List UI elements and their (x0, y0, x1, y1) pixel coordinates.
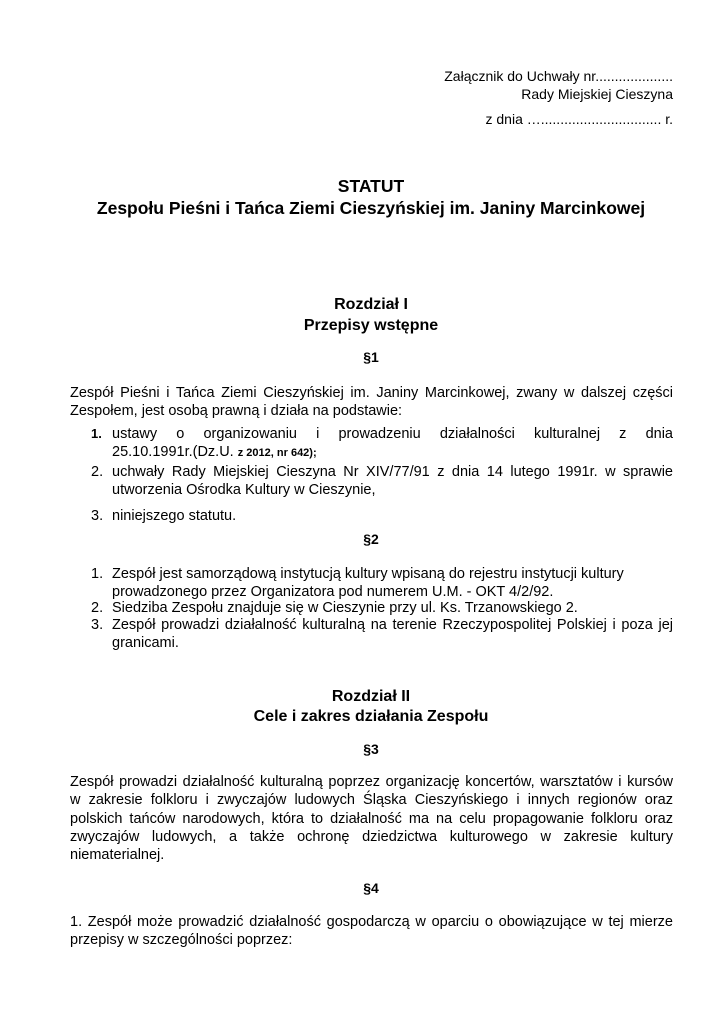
par1-item2-number: 2. (91, 464, 104, 480)
chapter2-subheading: Cele i zakres działania Zespołu (253, 708, 489, 725)
par3-line5: niematerialnej. (70, 847, 165, 864)
par3-line1: Zespół prowadzi działalność kulturalną poprzez organizację koncertów, warsztatów i kursów (70, 774, 673, 790)
par1-item1-line2-text: 25.10.1991r.(Dz.U. (112, 444, 234, 461)
par4-line2: przepisy w szczególności poprzez: (70, 932, 293, 949)
par1-item3-number: 3. (91, 508, 104, 524)
par1-item2-line1: uchwały Rady Miejskiej Cieszyna Nr XIV/77/91 z dnia 14 lutego 1991r. w sprawie (112, 464, 673, 480)
header-council-line: Rady Miejskiej Cieszyna (521, 86, 673, 102)
par2-item3-number: 3. (91, 617, 104, 633)
par4-symbol: §4 (363, 880, 379, 896)
par3-line2: w zakresie folkloru i zwyczajów ludowych Śląska Cieszyńskiego i innych regionów oraz (70, 792, 673, 809)
par3-line4: zwyczajów ludowych, a także ochronę dziedzictwa kulturowego w zakresie kultury (70, 828, 673, 845)
par1-item1-line1: ustawy o organizowaniu i prowadzeniu działalności kulturalnej z dnia (112, 426, 673, 442)
header-block (273, 67, 673, 128)
header-date-line: z dnia …............................... r. (485, 111, 673, 127)
par2-item3 (112, 616, 673, 653)
par1-symbol: §1 (363, 349, 379, 365)
par2-item2-line1: Siedziba Zespołu znajduje się w Cieszynie przy ul. Ks. Trzanowskiego 2. (112, 600, 578, 616)
chapter2-heading: Rozdział II (331, 688, 411, 705)
par2-symbol: §2 (363, 531, 379, 547)
header-annex-line: Załącznik do Uchwały nr.................... (444, 68, 673, 84)
par4-line1: 1. Zespół może prowadzić działalność gospodarczą w oparciu o obowiązujące w tej mierze (70, 914, 673, 930)
par1-item2-line2: utworzenia Ośrodka Kultury w Cieszynie, (112, 482, 376, 499)
par1-item3-line1: niniejszego statutu. (112, 508, 237, 524)
par1-item1-line2 (112, 443, 673, 462)
par1-item1-number: 1. (91, 426, 102, 441)
par1-intro-line2: Zespołem, jest osobą prawną i działa na podstawie: (70, 403, 403, 420)
par1-intro-line1: Zespół Pieśni i Tańca Ziemi Cieszyńskiej im. Janiny Marcinkowej, zwany w dalszej części (70, 385, 673, 401)
par2-item3-line2: granicami. (112, 635, 179, 652)
par3-symbol: §3 (363, 741, 379, 757)
par3-text (70, 773, 673, 864)
par3-line3: polskich tańców narodowych, która to działalność ma na celu propagowanie folkloru oraz (70, 810, 673, 827)
par1-item2 (112, 463, 673, 500)
title-statut: STATUT (337, 176, 405, 196)
title-name: Zespołu Pieśni i Tańca Ziemi Cieszyńskiej im. Janiny Marcinkowej (96, 198, 646, 218)
chapter1-subheading: Przepisy wstępne (303, 317, 439, 334)
par1-intro (70, 384, 673, 421)
par1-item1 (112, 425, 673, 463)
par2-item1-line1: Zespół jest samorządową instytucją kultury wpisaną do rejestru instytucji kultury (112, 566, 624, 582)
par2-item1-number: 1. (91, 566, 104, 582)
chapter1-heading: Rozdział I (334, 296, 408, 313)
par2-item1 (112, 565, 673, 602)
par2-item2-number: 2. (91, 600, 104, 616)
par2-item3-line1: Zespół prowadzi działalność kulturalną na terenie Rzeczypospolitej Polskiej i poza jej (112, 617, 673, 633)
par2-item1-line2: prowadzonego przez Organizatora pod numerem U.M. - OKT 4/2/92. (112, 584, 554, 601)
par1-item1-line2-bold: z 2012, nr 642); (237, 447, 317, 460)
par4-text (70, 913, 673, 950)
